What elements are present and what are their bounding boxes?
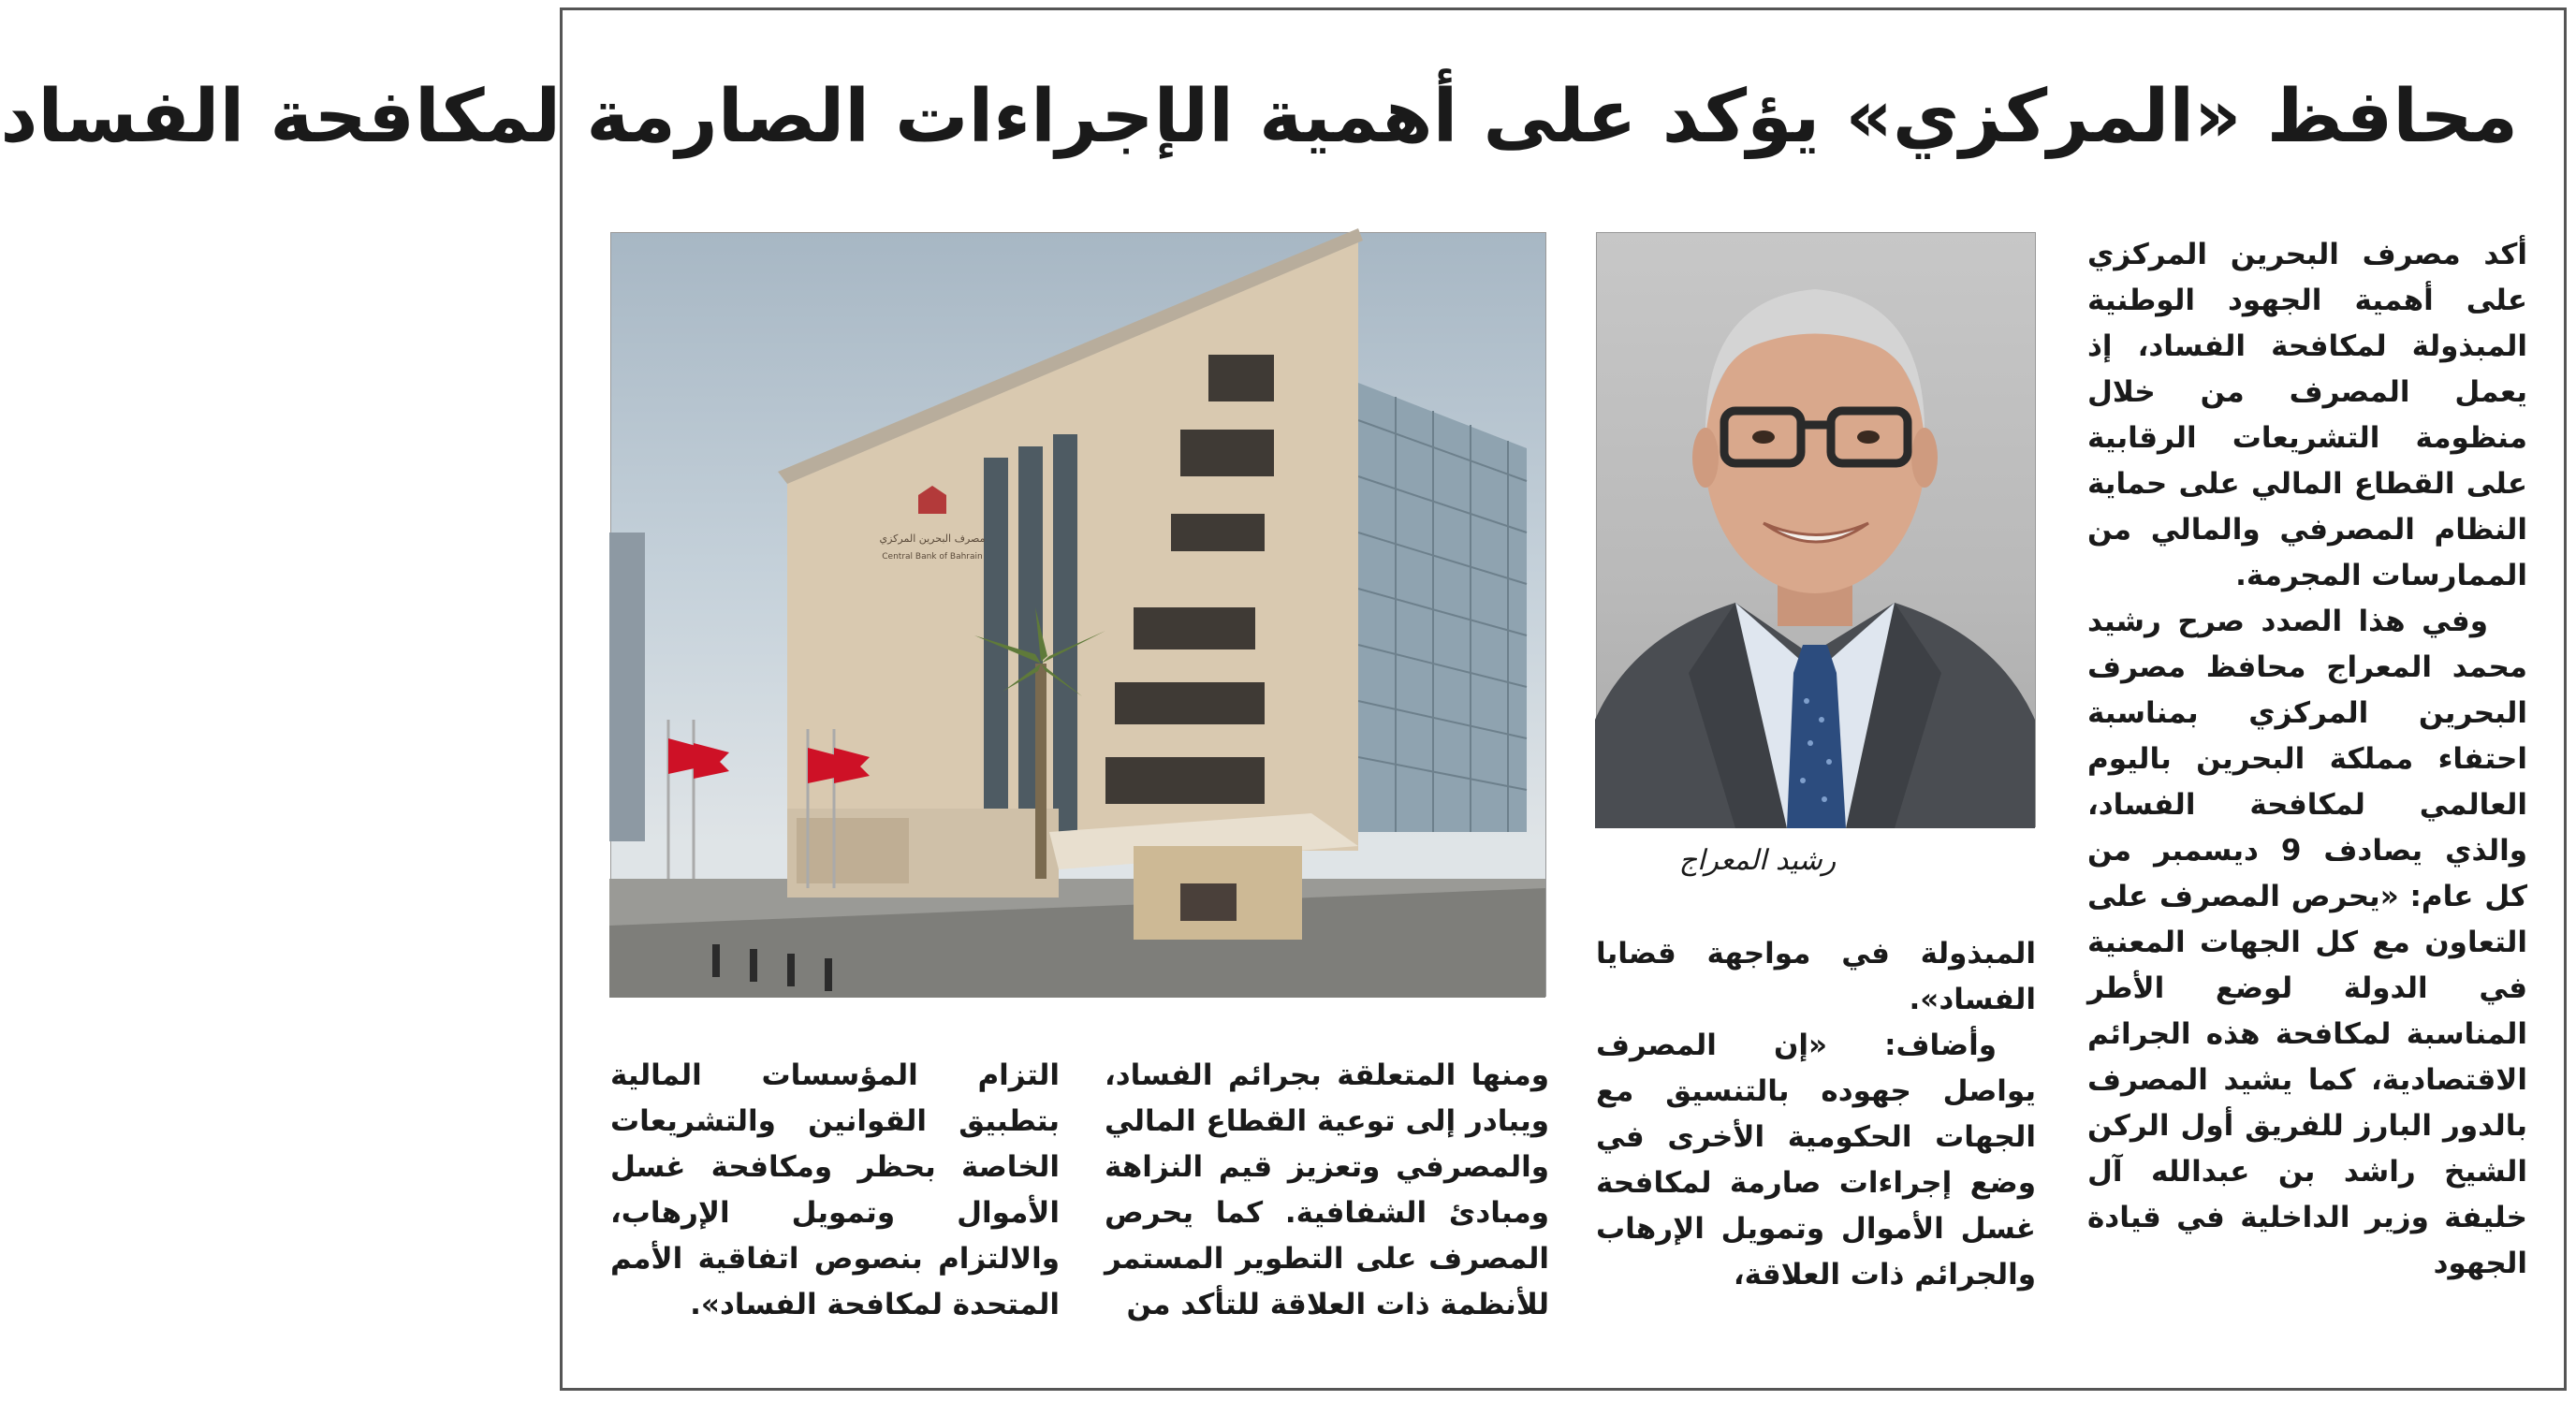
- facade-sign-en: Central Bank of Bahrain: [882, 552, 983, 562]
- paragraph: التزام المؤسسات المالية بتطبيق القوانين والتشريعات الخاصة بحظر ومكافحة غسل الأموال وتمويل الإرهاب، والالتزام بنصوص اتفاقية الأمم المتحدة لمكافحة الفساد».: [610, 1058, 1060, 1321]
- paragraph: وأضاف: «إن المصرف يواصل جهوده بالتنسيق مع الجهات الحكومية الأخرى في وضع إجراءات صارمة لمكافحة غسل الأموال وتمويل الإرهاب والجرائم ذات العلاقة،: [1596, 1029, 2036, 1292]
- paragraph: ومنها المتعلقة بجرائم الفساد، ويبادر إلى توعية القطاع المالي والمصرفي وتعزيز قيم النزاهة ومبادئ الشفافية. كما يحرص المصرف على التطوير المستمر للأنظمة ذات العلاقة للتأكد من: [1105, 1058, 1549, 1321]
- portrait-photo: [1596, 232, 2036, 827]
- article-column-4: [610, 1053, 1060, 1371]
- photo-caption: رشيد المعراج: [1678, 844, 1837, 877]
- paragraph: المبذولة في مواجهة قضايا الفساد».: [1596, 937, 2036, 1016]
- article-column-2: [1596, 931, 2036, 1371]
- paragraph: أكد مصرف البحرين المركزي على أهمية الجهود الوطنية المبذولة لمكافحة الفساد، إذ يعمل المصرف من خلال منظومة التشريعات الرقابية على القطاع المالي على حماية النظام المصرفي والمالي من الممارسات المجرمة.: [2087, 238, 2527, 592]
- article-column-1: [2087, 232, 2527, 1365]
- building-photo: [610, 232, 1546, 997]
- article-headline: محافظ «المركزي» يؤكد على أهمية الإجراءات الصارمة لمكافحة الفساد: [0, 75, 2518, 159]
- paragraph: وفي هذا الصدد صرح رشيد محمد المعراج محافظ مصرف البحرين المركزي بمناسبة احتفاء مملكة البحرين باليوم العالمي لمكافحة الفساد، والذي يصادف 9 ديسمبر من كل عام: «يحرص المصرف على التعاون مع كل الجهات المعنية في الدولة لوضع الأطر المناسبة لمكافحة هذه الجرائم الاقتصادية، كما يشيد المصرف بالدور البارز للفريق أول الركن الشيخ راشد بن عبدالله آل خليفة وزير الداخلية في قيادة الجهود: [2087, 605, 2527, 1280]
- article-column-3: [1105, 1053, 1549, 1371]
- facade-sign: مصرف البحرين المركزي: [879, 533, 986, 545]
